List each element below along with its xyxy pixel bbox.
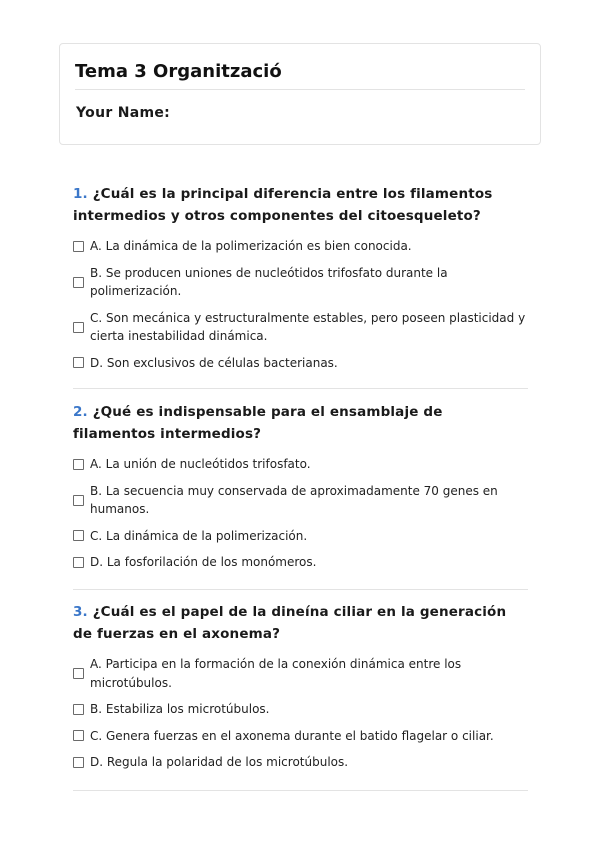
- checkbox[interactable]: [73, 668, 84, 679]
- question-number: 3.: [73, 604, 88, 620]
- option-label: D. La fosforilación de los monómeros.: [90, 555, 317, 569]
- question-number: 1.: [73, 186, 88, 202]
- question-separator: [73, 589, 528, 590]
- quiz-header-card: [59, 43, 541, 145]
- option-label: B. Se producen uniones de nucleótidos trifosfato durante la polimerización.: [90, 265, 448, 298]
- checkbox[interactable]: [73, 704, 84, 715]
- answer-option-b[interactable]: [73, 482, 528, 519]
- question-3: [73, 602, 528, 780]
- question-text: [73, 184, 528, 227]
- checkbox[interactable]: [73, 530, 84, 541]
- question-2: [73, 402, 528, 580]
- question-text: [73, 602, 528, 645]
- quiz-title: Tema 3 Organització: [75, 61, 282, 82]
- checkbox[interactable]: [73, 322, 84, 333]
- option-list: [73, 455, 528, 572]
- question-1: [73, 184, 528, 380]
- question-prompt: ¿Qué es indispensable para el ensamblaje de filamentos intermedios?: [73, 404, 443, 442]
- option-label: D. Son exclusivos de células bacterianas.: [90, 355, 338, 370]
- answer-option-a[interactable]: [73, 655, 528, 692]
- option-list: [73, 655, 528, 772]
- checkbox[interactable]: [73, 241, 84, 252]
- checkbox[interactable]: [73, 730, 84, 741]
- header-divider: [75, 89, 525, 90]
- answer-option-c[interactable]: [73, 309, 528, 346]
- option-label: C. Son mecánica y estructuralmente estables, pero poseen plasticidad y cierta inestabilidad dinámica.: [90, 310, 526, 343]
- answer-option-b[interactable]: [73, 264, 528, 301]
- option-list: [73, 237, 528, 372]
- option-label: A. La dinámica de la polimerización es bien conocida.: [90, 239, 412, 253]
- question-number: 2.: [73, 404, 88, 420]
- option-label: B. Estabiliza los microtúbulos.: [90, 702, 270, 716]
- option-label: A. Participa en la formación de la conexión dinámica entre los microtúbulos.: [90, 657, 462, 690]
- checkbox[interactable]: [73, 357, 84, 368]
- checkbox[interactable]: [73, 459, 84, 470]
- option-label: D. Regula la polaridad de los microtúbulos.: [90, 755, 349, 769]
- answer-option-b[interactable]: [73, 700, 528, 719]
- checkbox[interactable]: [73, 495, 84, 506]
- option-label: A. La unión de nucleótidos trifosfato.: [90, 457, 311, 471]
- option-label: C. Genera fuerzas en el axonema durante el batido flagelar o ciliar.: [90, 728, 494, 743]
- answer-option-d[interactable]: [73, 753, 528, 772]
- question-separator: [73, 790, 528, 791]
- option-label: B. La secuencia muy conservada de aproximadamente 70 genes en humanos.: [90, 483, 498, 516]
- checkbox[interactable]: [73, 757, 84, 768]
- checkbox[interactable]: [73, 557, 84, 568]
- question-prompt: ¿Cuál es el papel de la dineína ciliar en la generación de fuerzas en el axonema?: [73, 604, 507, 642]
- question-separator: [73, 388, 528, 389]
- answer-option-a[interactable]: [73, 237, 528, 256]
- answer-option-a[interactable]: [73, 455, 528, 474]
- question-prompt: ¿Cuál es la principal diferencia entre los filamentos intermedios y otros componentes del citoesqueleto?: [73, 186, 493, 224]
- checkbox[interactable]: [73, 277, 84, 288]
- answer-option-c[interactable]: [73, 727, 528, 746]
- option-label: C. La dinámica de la polimerización.: [90, 528, 308, 543]
- question-text: [73, 402, 528, 445]
- answer-option-d[interactable]: [73, 354, 528, 373]
- answer-option-c[interactable]: [73, 527, 528, 546]
- answer-option-d[interactable]: [73, 553, 528, 572]
- your-name-label: Your Name:: [76, 105, 171, 121]
